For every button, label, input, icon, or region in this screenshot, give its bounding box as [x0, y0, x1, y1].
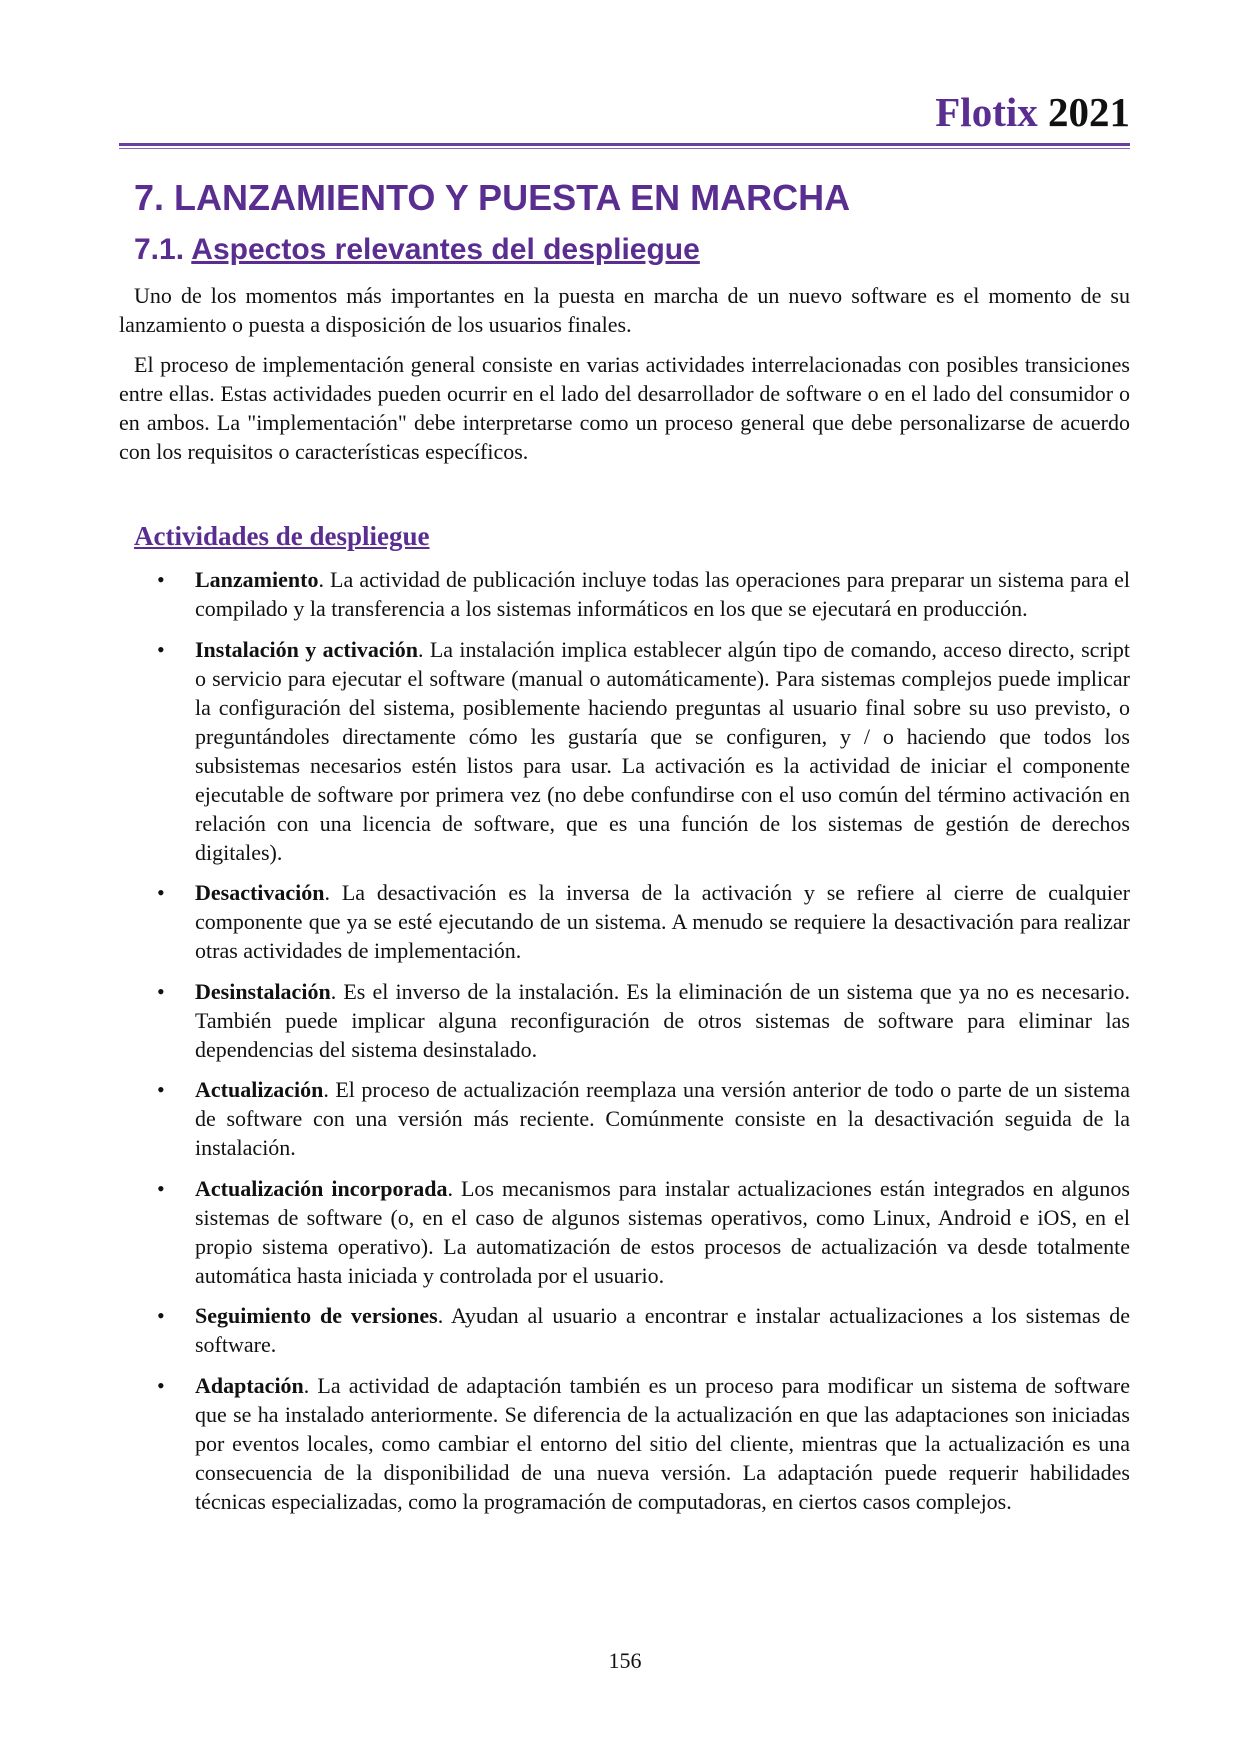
section-title-text: Aspectos relevantes del despliegue	[191, 233, 700, 266]
section-number: 7.1.	[134, 233, 185, 266]
bullet-icon: •	[157, 1372, 165, 1398]
list-item	[157, 635, 1130, 867]
list-item	[157, 977, 1130, 1064]
paragraph: Uno de los momentos más importantes en la puesta en marcha de un nuevo software es el momento de su lanzamiento o puesta a disposición de los usuarios finales.	[119, 283, 1130, 337]
activity-description: . Es el inverso de la instalación. Es la eliminación de un sistema que ya no es necesario. También puede implicar alguna reconfiguración de otros sistemas de software para eliminar las dependencias del sistema desinstalado.	[195, 978, 1130, 1062]
header-brand: Flotix	[935, 89, 1038, 135]
list-item	[157, 1371, 1130, 1516]
intro-text	[119, 281, 1130, 477]
bullet-icon: •	[157, 567, 165, 592]
activity-description: . Ayudan al usuario a encontrar e instalar actualizaciones a los sistemas de software.	[195, 1303, 1130, 1357]
list-item	[157, 878, 1130, 965]
bullet-icon: •	[157, 1303, 165, 1328]
list-item	[157, 1174, 1130, 1290]
activities-list	[157, 565, 1130, 1527]
header-rule-thin	[119, 148, 1130, 149]
list-item	[157, 1301, 1130, 1359]
activity-description: . Los mecanismos para instalar actualizaciones están integrados en algunos sistemas de software (o, en el caso de algunos sistemas operativos, como Linux, Android e iOS, en el propio sistema operativo). La automatización de estos procesos de actualización va desde totalmente automática hasta iniciada y controlada por el usuario.	[195, 1175, 1130, 1288]
bullet-icon: •	[157, 880, 165, 905]
activity-term: Actualización incorporada	[195, 1175, 448, 1201]
header-year: 2021	[1048, 89, 1130, 135]
paragraph: El proceso de implementación general consiste en varias actividades interrelacionadas con posibles transiciones entre ellas. Estas actividades pueden ocurrir en el lado del desarrollador de software o en el lado del consumidor o en ambos. La "implementación" debe interpretarse como un proceso general que debe personalizarse de acuerdo con los requisitos o características específicos.	[119, 352, 1130, 464]
list-item	[157, 1075, 1130, 1162]
activity-term: Desinstalación	[195, 978, 331, 1004]
list-item	[157, 565, 1130, 623]
page-number: 156	[608, 1648, 642, 1673]
activity-description: . La actividad de publicación incluye todas las operaciones para preparar un sistema para el compilado y la transferencia a los sistemas informáticos en los que se ejecutará en producción.	[195, 567, 1130, 621]
page-header	[935, 90, 1130, 134]
activity-term: Instalación y activación	[195, 636, 418, 662]
activity-description: . La desactivación es la inversa de la activación y se refiere al cierre de cualquier componente que ya se esté ejecutando de un sistema. A menudo se requiere la desactivación para realizar otras actividades de implementación.	[195, 880, 1130, 963]
activity-term: Desactivación	[195, 880, 325, 905]
bullet-icon: •	[157, 1175, 165, 1201]
header-rule	[119, 143, 1130, 146]
subheading: Actividades de despliegue	[134, 521, 430, 551]
activity-description: . El proceso de actualización reemplaza una versión anterior de todo o parte de un sistema de software con una versión más reciente. Comúnmente consiste en la desactivación seguida de la instalación.	[195, 1077, 1130, 1160]
activity-term: Adaptación	[195, 1372, 304, 1398]
bullet-icon: •	[157, 978, 165, 1004]
section-title	[134, 230, 700, 270]
chapter-title: 7. LANZAMIENTO Y PUESTA EN MARCHA	[134, 177, 851, 218]
activity-term: Seguimiento de versiones	[195, 1303, 438, 1328]
activity-description: . La instalación implica establecer algún tipo de comando, acceso directo, script o servicio para ejecutar el software (manual o automáticamente). Para sistemas complejos puede implicar la configuración del sistema, posiblemente haciendo preguntas al usuario final sobre su uso previsto, o preguntándoles directamente cómo les gustaría que se configuren, y / o haciendo que todos los subsistemas necesarios estén listos para usar. La activación es la actividad de iniciar el componente ejecutable de software por primera vez (no debe confundirse con el uso común del término activación en relación con una licencia de software, que es una función de los sistemas de gestión de derechos digitales).	[195, 636, 1130, 865]
bullet-icon: •	[157, 636, 165, 662]
bullet-icon: •	[157, 1077, 165, 1102]
activity-term: Lanzamiento	[195, 567, 319, 592]
activity-term: Actualización	[195, 1077, 324, 1102]
activity-description: . La actividad de adaptación también es un proceso para modificar un sistema de software que se ha instalado anteriormente. Se diferencia de la actualización en que las adaptaciones son iniciadas por eventos locales, como cambiar el entorno del sitio del cliente, mientras que la actualización es una consecuencia de la disponibilidad de una nueva versión. La adaptación puede requerir habilidades técnicas especializadas, como la programación de computadoras, en ciertos casos complejos.	[195, 1372, 1130, 1514]
